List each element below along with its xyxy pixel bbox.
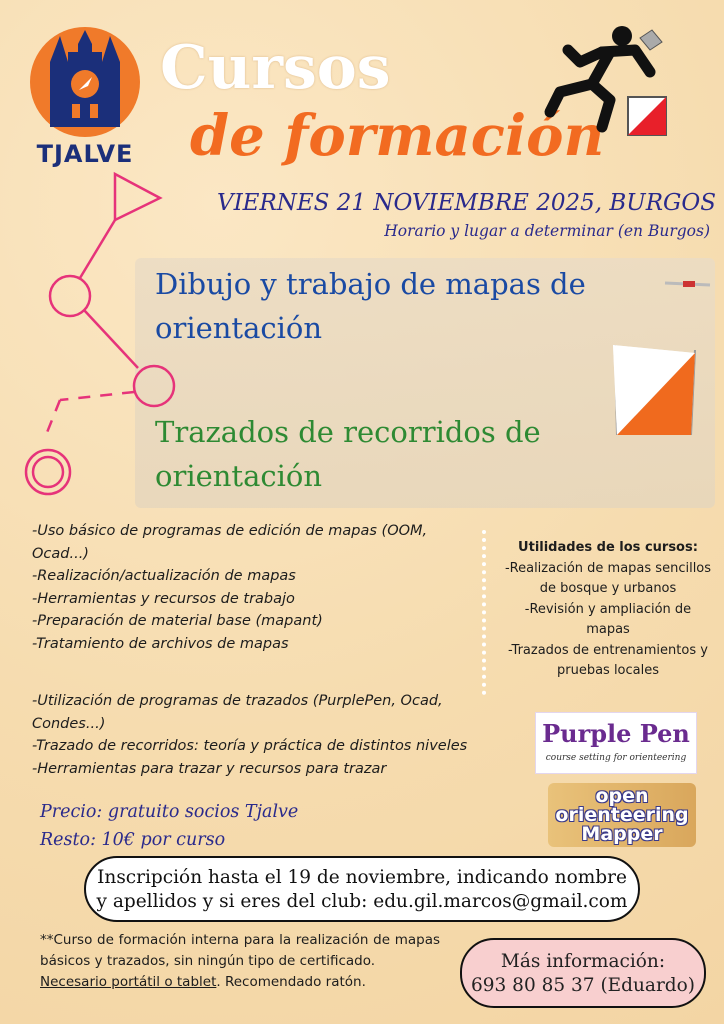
list-item: -Herramientas para trazar y recursos para trazar	[32, 760, 387, 777]
footnote-requirement: Necesario portátil o tablet	[40, 974, 217, 990]
registration-line2: y apellidos y si eres del club: edu.gil.marcos@gmail.com	[96, 891, 628, 912]
footnote-text: **Curso de formación interna para la realización de mapas básicos y trazados, sin ningún tipo de certificado.	[40, 932, 440, 969]
title-line2: de formación	[190, 103, 605, 169]
purple-pen-subtitle: course setting for orienteering	[545, 753, 687, 763]
list-item: mapas	[586, 622, 630, 637]
time-place: Horario y lugar a determinar (en Burgos)	[384, 222, 710, 240]
list-item: -Preparación de material base (mapant)	[32, 613, 323, 629]
more-info-box	[460, 938, 706, 1008]
list-item: -Tratamiento de archivos de mapas	[32, 635, 289, 652]
more-info-title: Más información:	[500, 951, 666, 972]
purple-pen-logo	[535, 712, 697, 774]
topics-courses	[32, 690, 502, 780]
list-item: -Trazado de recorridos: teoría y práctica de distintos niveles	[32, 738, 468, 754]
purple-pen-name: Purple Pen	[542, 719, 690, 748]
list-item: -Herramientas y recursos de trabajo	[32, 590, 295, 607]
list-item: -Realización/actualización de mapas	[32, 568, 296, 584]
price-others: Resto: 10€ por curso	[40, 830, 226, 850]
footnote-tail: . Recomendado ratón.	[216, 974, 366, 990]
list-item: -Revisión y ampliación de	[524, 601, 692, 617]
course-route-icon	[20, 170, 190, 500]
oom-word-orienteering: orienteering	[555, 804, 689, 826]
list-item: Condes...)	[32, 715, 106, 732]
oom-word-open: open	[595, 785, 649, 807]
oom-word-mapper: Mapper	[581, 823, 663, 845]
list-item: -Realización de mapas sencillos	[504, 560, 712, 576]
event-date: VIERNES 21 NOVIEMBRE 2025, BURGOS	[216, 190, 716, 216]
registration-line1: Inscripción hasta el 19 de noviembre, indicando nombre	[97, 867, 627, 888]
footnote	[40, 930, 440, 993]
club-name: TJALVE	[36, 140, 134, 168]
registration-box	[84, 856, 640, 922]
divider	[482, 530, 486, 695]
list-item: -Uso básico de programas de edición de mapas (OOM,	[32, 523, 428, 539]
runner-icon	[540, 22, 670, 137]
price-info	[40, 798, 298, 854]
list-item: -Utilización de programas de trazados (PurplePen, Ocad,	[32, 693, 443, 709]
list-item: Ocad...)	[32, 545, 89, 562]
contact-phone: 693 80 85 37 (Eduardo)	[470, 975, 695, 996]
list-item: de bosque y urbanos	[539, 581, 677, 596]
topics-maps	[32, 520, 502, 655]
list-item: pruebas locales	[556, 663, 660, 678]
list-item: -Trazados de entrenamientos y	[508, 642, 708, 658]
title-line1: Cursos	[160, 33, 391, 103]
price-members: Precio: gratuito socios Tjalve	[40, 802, 299, 822]
oom-logo	[548, 783, 696, 847]
utilities-title: Utilidades de los cursos:	[518, 540, 698, 555]
utilities-box	[494, 538, 722, 682]
course-routes: Trazados de recorridos de orientación	[155, 415, 541, 493]
orienteering-flag-icon	[605, 275, 715, 455]
course-maps: Dibujo y trabajo de mapas de orientación	[155, 267, 586, 345]
